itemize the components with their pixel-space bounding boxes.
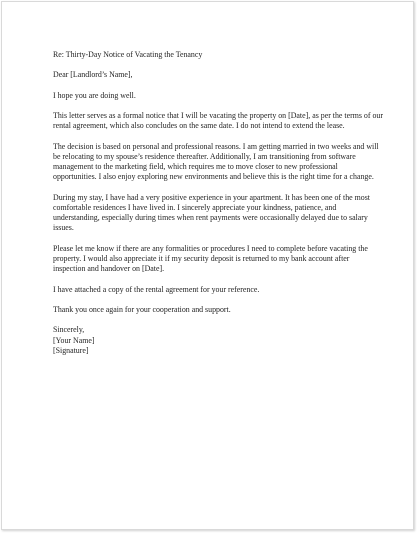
letter-paragraph: During my stay, I have had a very positive experience in your apartment. It has been one of the most comfortable residences I have lived in. I sincerely appreciate your kindness, patience, and understanding, especially during times when rent payments were occasionally delayed due to salary issues. (53, 192, 370, 233)
letter-subject: Re: Thirty-Day Notice of Vacating the Tenancy (53, 50, 203, 59)
letter-paragraph: I have attached a copy of the rental agreement for your reference. (53, 284, 260, 294)
letter-closing: Sincerely, (53, 325, 85, 335)
letter-salutation: Dear [Landlord’s Name], (53, 70, 133, 80)
document-page (1, 1, 414, 530)
letter-body (53, 50, 383, 356)
letter-paragraph: Please let me know if there are any formalities or procedures I need to complete before vacating the property. I would also appreciate it if my security deposit is returned to my bank account after inspection and handover on [Date]. (53, 243, 368, 274)
letter-sender-name: [Your Name] (53, 335, 95, 345)
letter-paragraph: Thank you once again for your cooperation and support. (53, 304, 231, 314)
letter-signature: [Signature] (53, 345, 89, 355)
letter-paragraph: The decision is based on personal and professional reasons. I am getting married in two weeks and will be relocating to my spouse’s residence thereafter. Additionally, I am transitioning from software management to the marketing field, which requires me to move closer to new professional opportunities. I also enjoy exploring new environments and believe this is the right time for a change. (53, 141, 379, 182)
letter-paragraph: I hope you are doing well. (53, 90, 136, 100)
letter-paragraph: This letter serves as a formal notice that I will be vacating the property on [Date], as per the terms of our rental agreement, which also concludes on the same date. I do not intend to extend the lease. (53, 111, 383, 131)
letter-signoff (53, 325, 383, 356)
